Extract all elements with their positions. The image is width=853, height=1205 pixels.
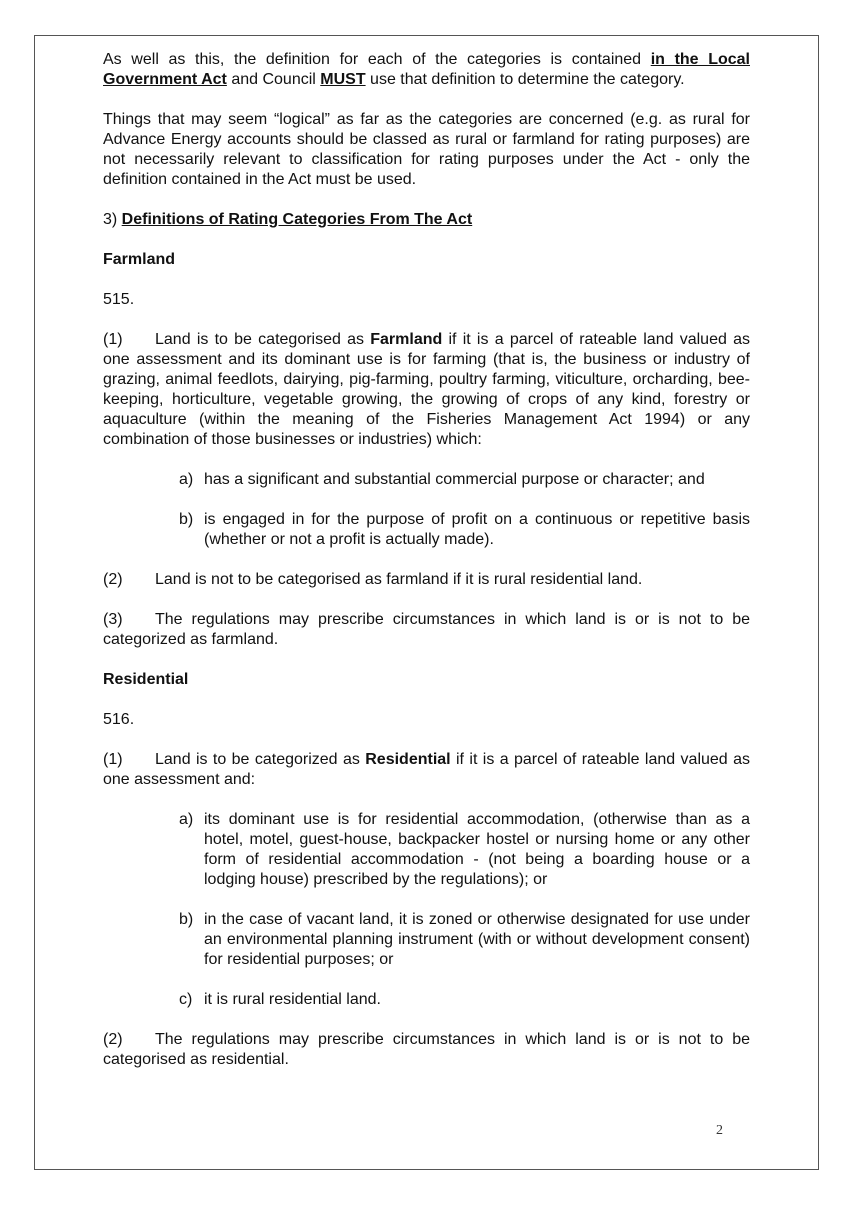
residential-section-number: 516. xyxy=(103,711,135,728)
category-term: Residential xyxy=(365,751,451,768)
intro-text: use that definition to determine the category. xyxy=(365,71,685,88)
section-3-heading xyxy=(103,210,750,230)
list-item xyxy=(179,810,750,890)
clause-text: if it is a parcel of rateable land valued as one assessment and its dominant use is for farming (that is, the business or industry of grazing, animal feedlots, dairying, pig-farming, poultry farming, viticulture, orcharding, bee-keeping, horticulture, vegetable growing, the growing of crops of any kind, forestry or aquaculture (within the meaning of the Fisheries Management Act 1994) or any combination of those businesses or industries) which: xyxy=(103,331,750,448)
list-item-label: b) xyxy=(179,511,194,528)
act-reference: in the Local Government Act xyxy=(103,51,750,88)
residential-heading: Residential xyxy=(103,671,189,688)
list-item-label: a) xyxy=(179,811,194,828)
farmland-clause-1 xyxy=(103,330,750,450)
list-item-text: in the case of vacant land, it is zoned or otherwise designated for use under an environmental planning instrument (with or without development consent) for residential purposes; or xyxy=(204,911,750,968)
list-item xyxy=(179,990,750,1010)
list-item-label: b) xyxy=(179,911,194,928)
clause-number: (1) xyxy=(103,751,123,768)
list-item-label: c) xyxy=(179,991,193,1008)
clause-number: (2) xyxy=(103,571,123,588)
clause-number: (1) xyxy=(103,331,123,348)
clause-text: Land is to be categorised as xyxy=(155,331,371,348)
farmland-heading: Farmland xyxy=(103,251,176,268)
intro-text: As well as this, the definition for each of the categories is contained xyxy=(103,51,651,68)
list-item xyxy=(179,910,750,970)
clause-number: (2) xyxy=(103,1031,123,1048)
intro-text: and Council xyxy=(226,71,321,88)
farmland-clause-3 xyxy=(103,610,750,650)
section-number: 3) xyxy=(103,211,122,228)
list-item xyxy=(179,470,750,490)
page-number: 2 xyxy=(716,1123,723,1138)
category-term: Farmland xyxy=(370,331,443,348)
residential-clause-2 xyxy=(103,1030,750,1070)
clause-text: The regulations may prescribe circumstances in which land is or is not to be categorised as residential. xyxy=(103,1031,750,1068)
residential-clause-1 xyxy=(103,750,750,790)
list-item-text: it is rural residential land. xyxy=(204,991,381,1008)
list-item-text: its dominant use is for residential accommodation, (otherwise than as a hotel, motel, guest-house, backpacker hostel or nursing home or any other form of residential accommodation - (not being a boarding house or a lodging house) prescribed by the regulations); or xyxy=(204,811,750,888)
farmland-clause-2 xyxy=(103,570,750,590)
list-item xyxy=(179,510,750,550)
intro-paragraph-1 xyxy=(103,50,750,90)
intro-paragraph-2: Things that may seem “logical” as far as the categories are concerned (e.g. as rural for Advance Energy accounts should be classed as rural or farmland for rating purposes) are not necessarily relevant to classification for rating purposes under the Act - only the definition contained in the Act must be used. xyxy=(103,111,750,188)
clause-number: (3) xyxy=(103,611,123,628)
farmland-section-number: 515. xyxy=(103,291,135,308)
document-body xyxy=(103,50,750,1070)
list-item-text: has a significant and substantial commercial purpose or character; and xyxy=(204,471,705,488)
list-item-label: a) xyxy=(179,471,194,488)
section-title: Definitions of Rating Categories From The Act xyxy=(121,211,473,228)
clause-text: Land is not to be categorised as farmland if it is rural residential land. xyxy=(155,571,643,588)
list-item-text: is engaged in for the purpose of profit on a continuous or repetitive basis (whether or not a profit is actually made). xyxy=(204,511,750,548)
clause-text: if it is a parcel of rateable land valued as one assessment and: xyxy=(103,751,750,788)
clause-text: The regulations may prescribe circumstances in which land is or is not to be categorized as farmland. xyxy=(103,611,750,648)
clause-text: Land is to be categorized as xyxy=(155,751,366,768)
must-emphasis: MUST xyxy=(320,71,366,88)
